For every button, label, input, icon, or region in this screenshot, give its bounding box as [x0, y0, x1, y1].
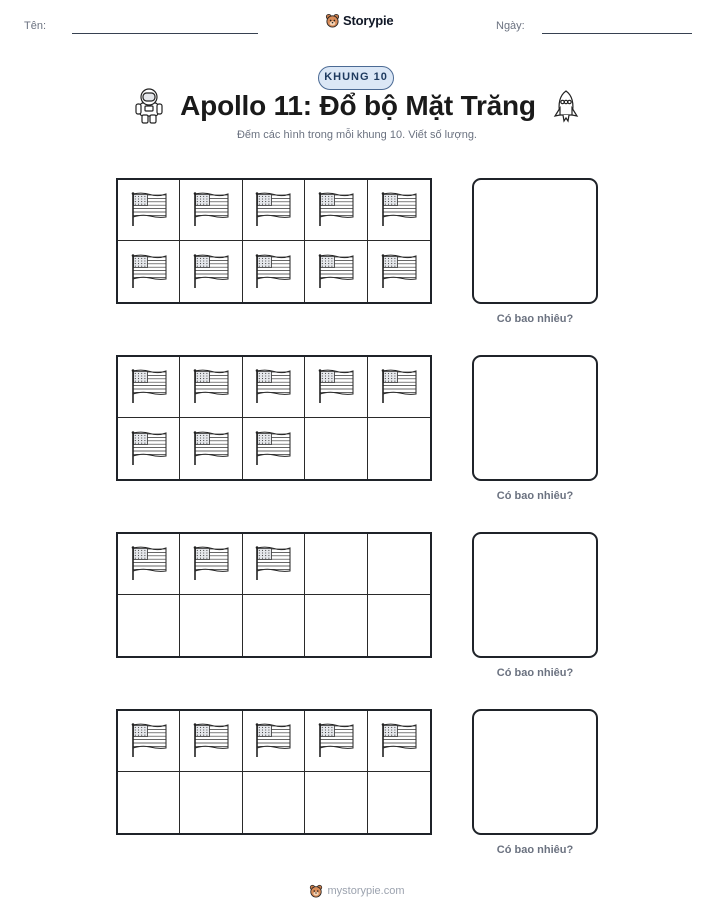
us-flag-icon	[254, 723, 292, 759]
ten-frame-cell	[243, 772, 305, 833]
us-flag-icon	[130, 546, 168, 582]
us-flag-icon	[254, 254, 292, 290]
us-flag-icon	[192, 546, 230, 582]
brand-logo	[325, 13, 393, 28]
page-title: Apollo 11: Đổ bộ Mặt Trăng	[180, 90, 536, 121]
us-flag-icon	[317, 192, 355, 228]
us-flag-icon	[317, 723, 355, 759]
ten-frame-3	[116, 532, 432, 658]
ten-frame-cell	[180, 180, 242, 241]
ten-frame-cell	[118, 180, 180, 241]
title-row	[0, 88, 714, 124]
bear-mascot-icon	[325, 13, 340, 28]
answer-box-4[interactable]	[472, 709, 598, 835]
ten-frame-cell	[118, 595, 180, 656]
ten-frame-cell	[180, 534, 242, 595]
question-label-3: Có bao nhiêu?	[496, 667, 574, 679]
question-label-1: Có bao nhiêu?	[496, 313, 574, 325]
ten-frame-cell	[118, 772, 180, 833]
bear-mascot-icon	[309, 884, 323, 898]
ten-frame-cell	[118, 357, 180, 418]
answer-box-2[interactable]	[472, 355, 598, 481]
us-flag-icon	[254, 431, 292, 467]
us-flag-icon	[192, 254, 230, 290]
ten-frame-cell	[305, 357, 367, 418]
astronaut-icon	[134, 88, 164, 124]
ten-frame-cell	[368, 595, 430, 656]
ten-frame-cell	[118, 534, 180, 595]
us-flag-icon	[130, 723, 168, 759]
us-flag-icon	[130, 369, 168, 405]
us-flag-icon	[130, 192, 168, 228]
us-flag-icon	[130, 254, 168, 290]
ten-frame-4	[116, 709, 432, 835]
us-flag-icon	[380, 254, 418, 290]
ten-frame-cell	[368, 711, 430, 772]
ten-frame-cell	[180, 357, 242, 418]
us-flag-icon	[192, 369, 230, 405]
ten-frame-cell	[243, 595, 305, 656]
ten-frame-cell	[368, 357, 430, 418]
us-flag-icon	[317, 369, 355, 405]
ten-frame-1	[116, 178, 432, 304]
us-flag-icon	[130, 431, 168, 467]
rocket-icon	[552, 89, 580, 123]
footer	[0, 884, 714, 898]
ten-frame-cell	[243, 418, 305, 479]
date-line[interactable]	[542, 33, 692, 34]
ten-frame-cell	[368, 418, 430, 479]
ten-frame-cell	[180, 418, 242, 479]
us-flag-icon	[380, 369, 418, 405]
date-label: Ngày:	[496, 20, 525, 32]
ten-frame-cell	[243, 711, 305, 772]
question-label-2: Có bao nhiêu?	[496, 490, 574, 502]
answer-box-3[interactable]	[472, 532, 598, 658]
ten-frame-cell	[243, 534, 305, 595]
name-label: Tên:	[24, 20, 47, 32]
ten-frame-cell	[305, 241, 367, 302]
name-line[interactable]	[72, 33, 258, 34]
footer-url[interactable]: mystorypie.com	[327, 885, 405, 897]
ten-frame-cell	[368, 180, 430, 241]
ten-frame-cell	[180, 241, 242, 302]
ten-frame-cell	[118, 241, 180, 302]
ten-frame-badge: KHUNG 10	[318, 66, 394, 90]
us-flag-icon	[380, 192, 418, 228]
ten-frame-cell	[305, 180, 367, 241]
us-flag-icon	[192, 431, 230, 467]
ten-frame-cell	[243, 180, 305, 241]
ten-frame-cell	[305, 534, 367, 595]
ten-frame-cell	[118, 711, 180, 772]
ten-frame-cell	[368, 772, 430, 833]
instructions: Đếm các hình trong mỗi khung 10. Viết số lượng.	[236, 129, 477, 141]
us-flag-icon	[192, 723, 230, 759]
ten-frame-cell	[305, 711, 367, 772]
us-flag-icon	[380, 723, 418, 759]
ten-frame-cell	[243, 241, 305, 302]
ten-frame-cell	[368, 534, 430, 595]
ten-frame-2	[116, 355, 432, 481]
ten-frame-cell	[180, 595, 242, 656]
ten-frame-cell	[180, 711, 242, 772]
us-flag-icon	[254, 546, 292, 582]
ten-frame-cell	[305, 418, 367, 479]
ten-frame-cell	[180, 772, 242, 833]
us-flag-icon	[192, 192, 230, 228]
us-flag-icon	[254, 369, 292, 405]
us-flag-icon	[254, 192, 292, 228]
question-label-4: Có bao nhiêu?	[496, 844, 574, 856]
ten-frame-cell	[305, 772, 367, 833]
brand-name: Storypie	[343, 13, 394, 28]
ten-frame-cell	[243, 357, 305, 418]
us-flag-icon	[317, 254, 355, 290]
ten-frame-cell	[305, 595, 367, 656]
ten-frame-cell	[368, 241, 430, 302]
ten-frame-cell	[118, 418, 180, 479]
answer-box-1[interactable]	[472, 178, 598, 304]
